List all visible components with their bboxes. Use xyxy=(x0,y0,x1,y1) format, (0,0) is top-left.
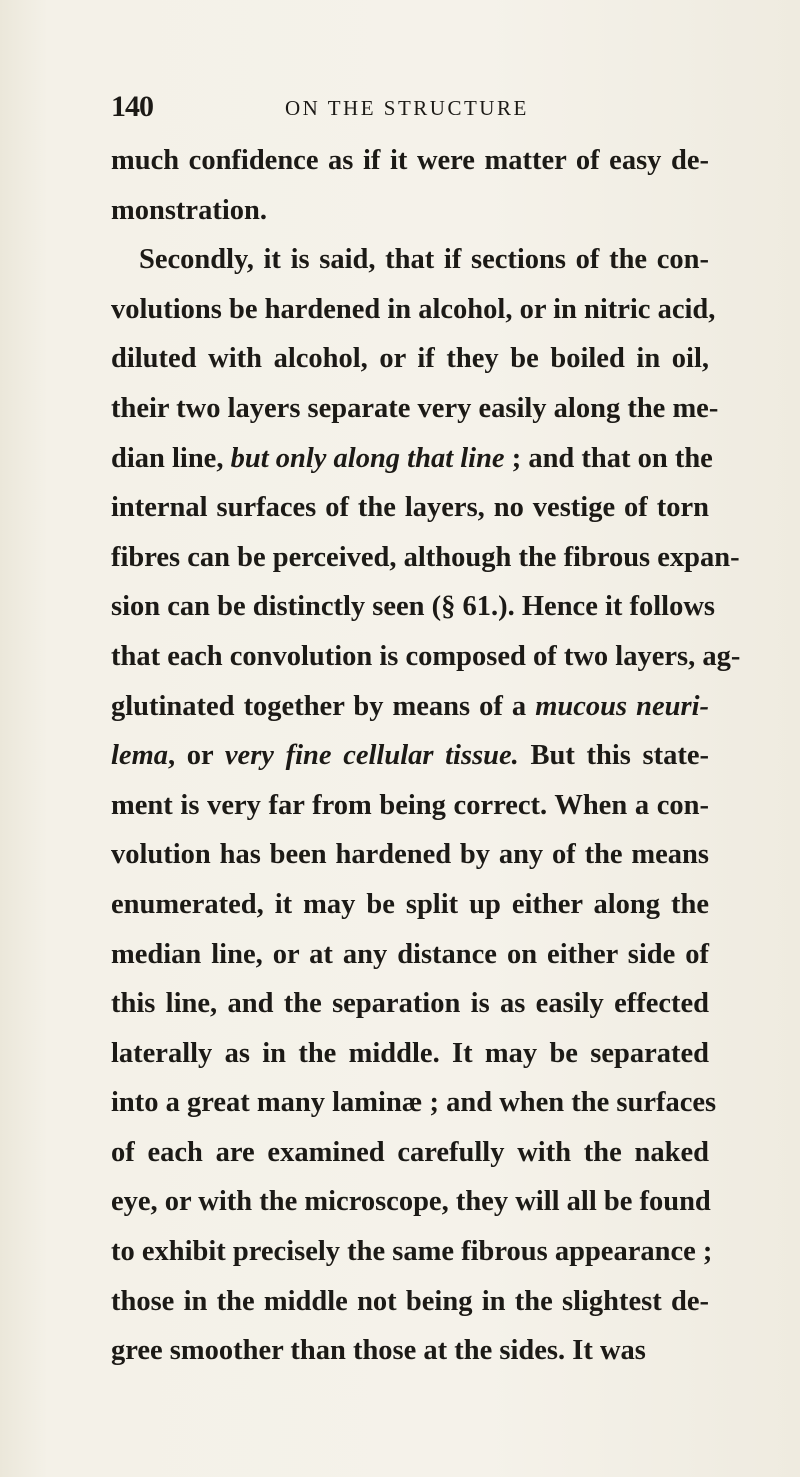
italic-term: mucous neuri- xyxy=(535,690,709,722)
text-line: laterally as in the middle. It may be separated xyxy=(111,1037,709,1069)
text-line: enumerated, it may be split up either along the xyxy=(111,888,709,920)
text-line: volution has been hardened by any of the means xyxy=(111,839,709,871)
text-line: ment is very far from being correct. When a con- xyxy=(111,789,709,821)
text-line: sion can be distinctly seen (§ 61.). Hence it follows xyxy=(111,591,716,623)
text-line: Secondly, it is said, that if sections of the con- xyxy=(139,244,709,276)
text-line: of each are examined carefully with the naked xyxy=(111,1136,709,1168)
text-line: those in the middle not being in the slightest de- xyxy=(111,1285,709,1317)
body-text xyxy=(111,136,741,1376)
italic-term: lema xyxy=(111,740,168,772)
text-line: diluted with alcohol, or if they be boiled in oil, xyxy=(111,343,709,375)
text-line: monstration. xyxy=(111,194,267,226)
italic-emphasis: but only along that line xyxy=(230,442,505,474)
text-line: to exhibit precisely the same fibrous appearance ; xyxy=(111,1236,713,1268)
text-line: that each convolution is composed of two layers, ag- xyxy=(111,640,741,672)
text-line: median line, or at any distance on either side of xyxy=(111,938,709,970)
text-line: much confidence as if it were matter of easy de- xyxy=(111,145,709,176)
text-line: volutions be hardened in alcohol, or in nitric acid, xyxy=(111,293,716,325)
text-line: internal surfaces of the layers, no vestige of torn xyxy=(111,492,709,524)
text-line: eye, or with the microscope, they will all be found xyxy=(111,1186,711,1218)
text-line: into a great many laminæ ; and when the surfaces xyxy=(111,1087,717,1119)
text-line: lema, or very fine cellular tissue. But this state- xyxy=(111,740,709,772)
text-line: dian line, but only along that line ; and that on the xyxy=(111,442,713,474)
italic-term: very fine cellular tissue. xyxy=(224,740,519,772)
text-line: glutinated together by means of a mucous neuri- xyxy=(111,690,709,722)
page-number: 140 xyxy=(111,90,153,123)
text-line: this line, and the separation is as easily effected xyxy=(111,988,709,1020)
running-head xyxy=(111,90,711,130)
text-line: fibres can be perceived, although the fibrous expan- xyxy=(111,541,740,573)
text-line: gree smoother than those at the sides. It was xyxy=(111,1335,646,1367)
text-line: their two layers separate very easily along the me- xyxy=(111,392,719,424)
running-title: ON THE STRUCTURE xyxy=(285,96,529,120)
